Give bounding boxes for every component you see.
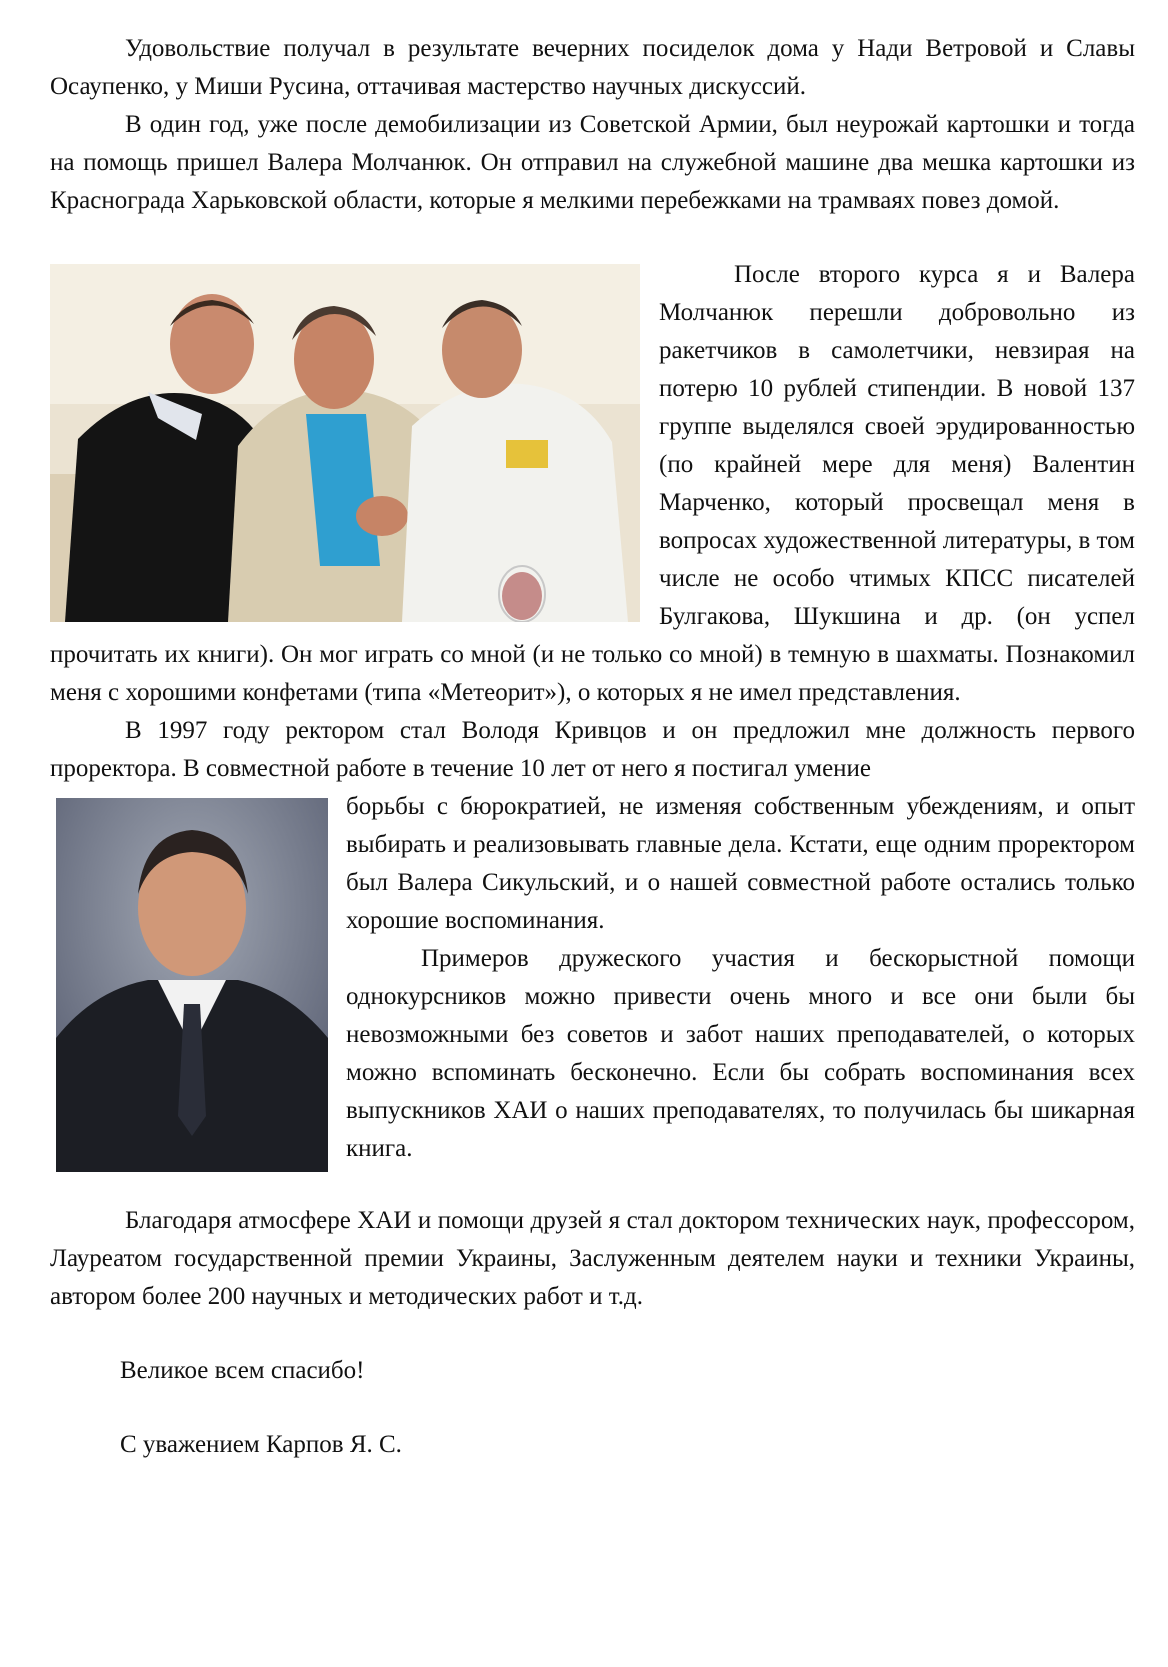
paragraph-4-continued: борьбы с бюрократией, не изменяя собственным убеждениям, и опыт выбирать и реализовывать главные дела. Кстати, еще одним проректором был Валера Сикульский, и о нашей совместной работе остались только хорошие воспоминания. (346, 793, 1135, 934)
paragraph-1: Удовольствие получал в результате вечерних посиделок дома у Нади Ветровой и Славы Осаупенко, у Миши Русина, оттачивая мастерство научных дискуссий. (50, 35, 1135, 100)
thanks-line: Великое всем спасибо! (120, 1357, 365, 1384)
spacer-4 (50, 1390, 1135, 1426)
signature-line: С уважением Карпов Я. С. (120, 1431, 402, 1458)
spacer-2 (50, 1176, 1135, 1202)
spacer-3 (50, 1316, 1135, 1352)
spacer-1 (50, 220, 1135, 256)
document-body (50, 30, 1135, 1464)
paragraph-5: Примеров дружеского участия и бескорыстной помощи однокурсников можно привести очень много и все они были бы невозможными без советов и забот наших преподавателей, о которых можно вспоминать бесконечно. Если бы собрать воспоминания всех выпускников ХАИ о наших преподавателях, то получилась бы шикарная книга. (346, 945, 1135, 1162)
paragraph-4: В 1997 году ректором стал Володя Кривцов и он предложил мне должность первого проректора. В совместной работе в течение 10 лет от него я постигал умение (50, 717, 1135, 782)
paragraph-2: В один год, уже после демобилизации из Советской Армии, был неурожай картошки и тогда на помощь пришел Валера Молчанюк. Он отправил на служебной машине два мешка картошки из Краснограда Харьковской области, которые я мелкими перебежками на трамваях повез домой. (50, 111, 1135, 214)
paragraph-3: После второго курса я и Валера Молчанюк перешли добровольно из ракетчиков в самолетчики, невзирая на потерю 10 рублей стипендии. В новой 137 группе выделялся своей эрудированностью (по крайней мере для меня) Валентин Марченко, который просвещал меня в вопросах художественной литературы, в том числе не особо чтимых КПСС писателей Булгакова, Шукшина и др. (он успел прочитать их книги). Он мог играть со мной (и не только со мной) в темную в шахматы. Познакомил меня с хорошими конфетами (типа «Метеорит»), о которых я не имел представления. (50, 261, 1135, 706)
paragraph-6: Благодаря атмосфере ХАИ и помощи друзей я стал доктором технических наук, профессором, Лауреатом государственной премии Украины, Заслуженным деятелем науки и техники Украины, автором более 200 научных и методических работ и т.д. (50, 1207, 1135, 1310)
portrait-photo (56, 798, 328, 1172)
group-photo (50, 264, 640, 622)
